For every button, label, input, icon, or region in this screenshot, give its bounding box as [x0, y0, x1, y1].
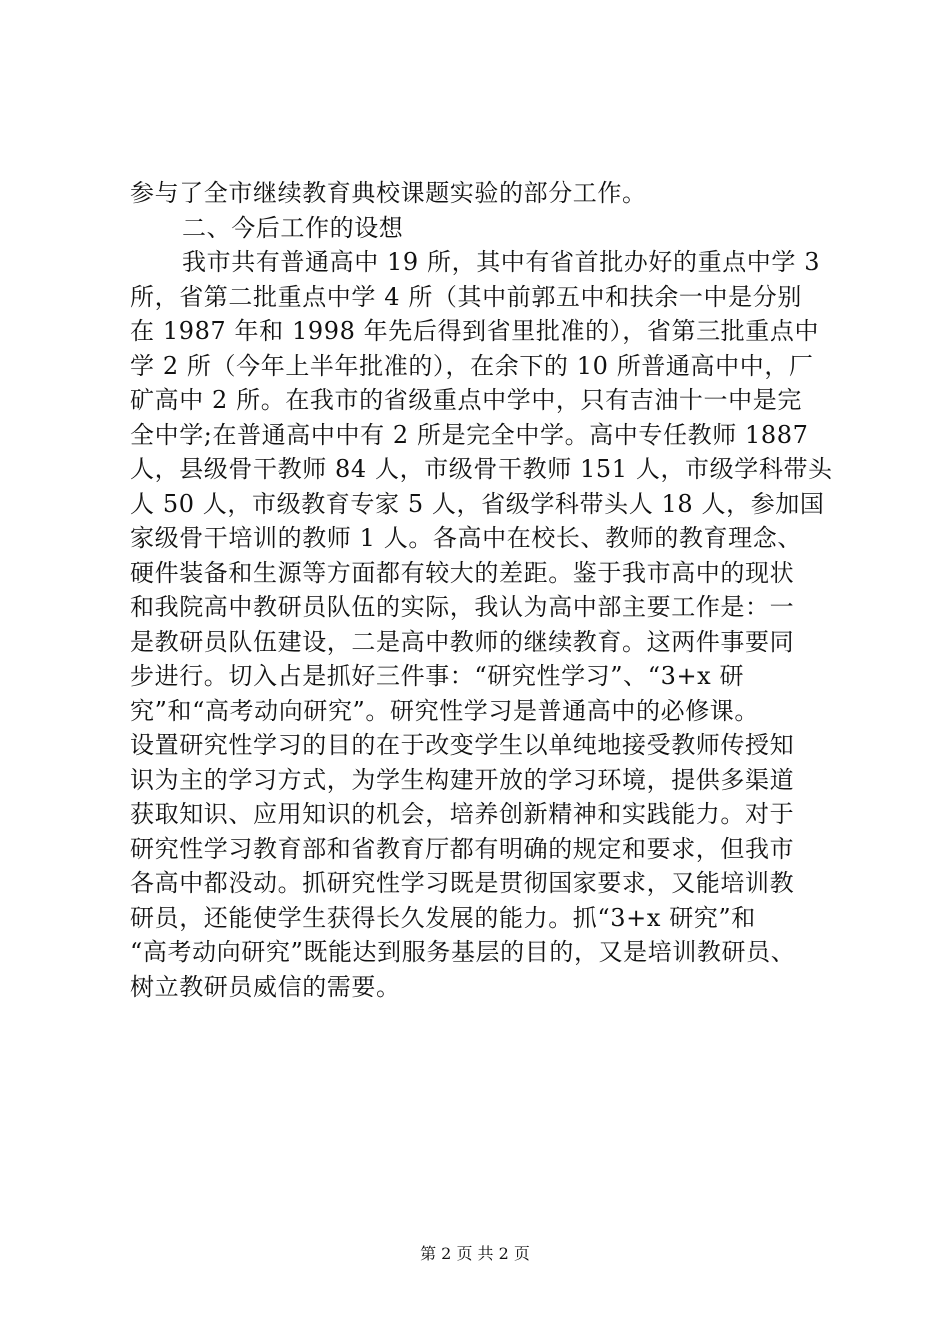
text-line: 参与了全市继续教育典校课题实验的部分工作。	[130, 179, 647, 207]
text-line: 人 50 人，市级教育专家 5 人，省级学科带头人 18 人，参加国	[130, 489, 825, 518]
text-line: 所，省第二批重点中学 4 所（其中前郭五中和扶余一中是分别	[130, 282, 802, 311]
page-footer: 第 2 页 共 2 页	[420, 1244, 530, 1263]
text-line: “高考动向研究”既能达到服务基层的目的，又是培训教研员、	[130, 938, 796, 966]
text-line: 全中学;在普通高中中有 2 所是完全中学。高中专任教师 1887	[130, 420, 809, 449]
text-line: 树立教研员威信的需要。	[130, 972, 401, 1001]
text-line: 硬件装备和生源等方面都有较大的差距。鉴于我市高中的现状	[130, 558, 795, 587]
text-line: 获取知识、应用知识的机会，培养创新精神和实践能力。对于	[130, 800, 795, 828]
text-line: 步进行。切入占是抓好三件事：“研究性学习”、“3+x 研	[130, 662, 745, 690]
text-line: 和我院高中教研员队伍的实际，我认为高中部主要工作是：一	[130, 593, 795, 621]
text-line: 学 2 所（今年上半年批准的），在余下的 10 所普通高中中，厂	[130, 351, 814, 380]
text-line: 在 1987 年和 1998 年先后得到省里批准的），省第三批重点中	[130, 317, 820, 345]
text-line: 研员，还能使学生获得长久发展的能力。抓“3+x 研究”和	[130, 903, 756, 932]
text-line: 各高中都没动。抓研究性学习既是贯彻国家要求，又能培训教	[130, 869, 795, 897]
text-line: 家级骨干培训的教师 1 人。各高中在校长、教师的教育理念、	[130, 524, 802, 552]
document-body	[130, 176, 833, 1004]
text-line: 是教研员队伍建设，二是高中教师的继续教育。这两件事要同	[130, 627, 795, 656]
text-line: 究”和“高考动向研究”。研究性学习是普通高中的必修课。	[130, 696, 760, 725]
text-line: 我市共有普通高中 19 所，其中有省首批办好的重点中学 3	[182, 248, 821, 276]
text-line: 矿高中 2 所。在我市的省级重点中学中，只有吉油十一中是完	[130, 386, 802, 414]
text-line: 人，县级骨干教师 84 人，市级骨干教师 151 人，市级学科带头	[130, 455, 833, 483]
text-line: 设置研究性学习的目的在于改变学生以单纯地接受教师传授知	[130, 731, 795, 759]
text-line: 识为主的学习方式，为学生构建开放的学习环境，提供多渠道	[130, 765, 795, 794]
text-line: 研究性学习教育部和省教育厅都有明确的规定和要求，但我市	[130, 834, 795, 863]
text-line: 二、今后工作的设想	[182, 213, 404, 242]
